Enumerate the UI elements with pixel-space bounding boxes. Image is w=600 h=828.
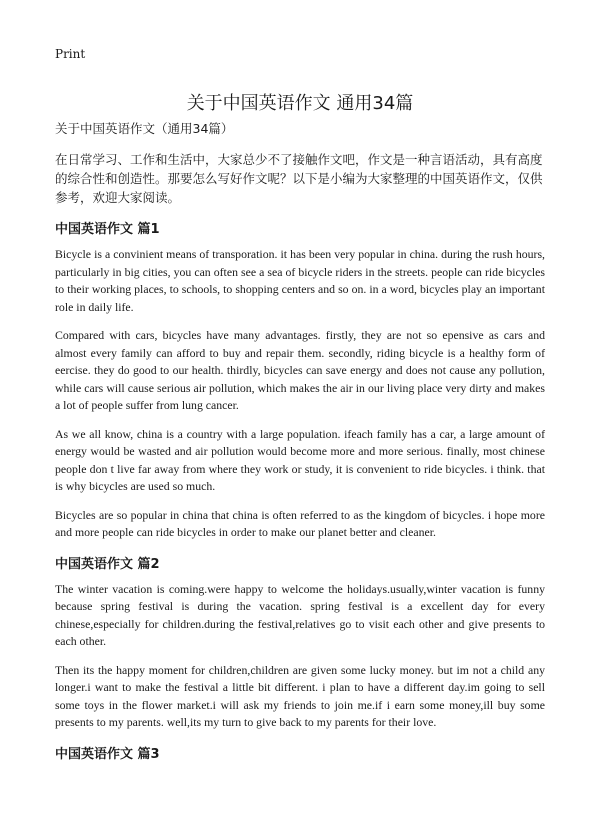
intro-paragraph: 在日常学习、工作和生活中，大家总少不了接触作文吧，作文是一种言语活动，具有高度的综合性和创造性。那要怎么写好作文呢？以下是小编为大家整理的中国英语作文，仅供参考，欢迎大家阅读。 bbox=[55, 152, 543, 205]
section-2-paragraph-2: Then its the happy moment for children,children are given some lucky money. but im not a child any longer.i want to make the festival a little bit different. i plan to have a different day.im going to sell some toys in the flower market.i will ask my friends to join me.if i earn some money,ill buy some presents to my parents. well,its my turn to give back to my parents for their love. bbox=[55, 662, 545, 729]
document-title: 关于中国英语作文 通用34篇 bbox=[186, 93, 414, 115]
section-1-paragraph-2: Compared with cars, bicycles have many advantages. firstly, they are not so epensive as cars and almost every family can afford to buy and repair them. secondly, riding bicycle is a healthy form of eercise. they do good to our health. thirdly, bicycles can save energy and does not cause any pollution, while cars will cause serious air pollution, which makes the air in our living place very dirty and makes a lot of people suffer from lung cancer. bbox=[55, 328, 545, 412]
document-subtitle: 关于中国英语作文（通用34篇） bbox=[55, 121, 234, 136]
section-1-paragraph-4: Bicycles are so popular in china that china is often referred to as the kingdom of bicycles. i hope more and more people can ride bicycles in order to make our planet better and cleaner. bbox=[55, 507, 545, 539]
document-body bbox=[55, 119, 545, 771]
section-heading-1: 中国英语作文 篇1 bbox=[55, 222, 160, 237]
section-1-paragraph-3: As we all know, china is a country with a large population. ifeach family has a car, a large amount of energy would be wasted and air pollution would become more and more serious. finally, most chinese people don t live far away from where they work or study, it is convenient to ride bicycles. i think. that is why bicycles are used so much. bbox=[55, 426, 545, 493]
section-2-paragraph-1: The winter vacation is coming.were happy to welcome the holidays.usually,winter vacation is funny because spring festival is during the vacation. spring festival is a excellent day for every chinese,especially for children.during the festival,relatives go to visit each other and give presents to each other. bbox=[55, 581, 545, 648]
section-heading-2: 中国英语作文 篇2 bbox=[55, 556, 160, 572]
section-1-paragraph-1: Bicycle is a convinient means of transporation. it has been very popular in china. during the rush hours, particularly in big cities, you can often see a sea of bicycle riders in the streets. people can ride bicycles to their working places, to schools, to shopping centers and so on. in a word, bicycles play an important role in daily life. bbox=[55, 247, 545, 314]
section-heading-3: 中国英语作文 篇3 bbox=[55, 746, 160, 762]
print-label: Print bbox=[55, 47, 86, 61]
